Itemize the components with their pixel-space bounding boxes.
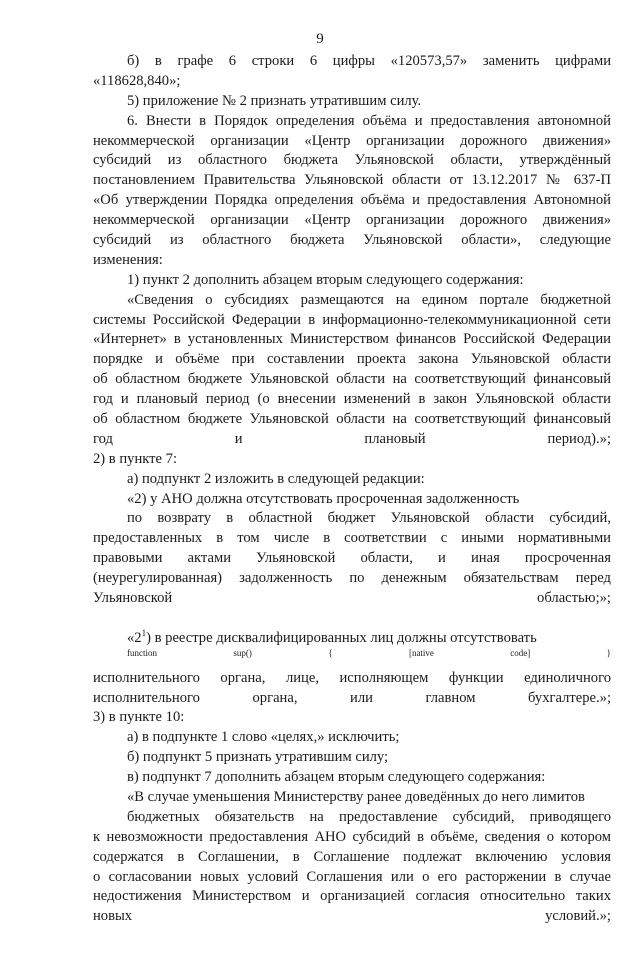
text-line: б) в графе 6 строки 6 цифры «120573,57» заменить цифрами <box>127 53 611 69</box>
text-line: 1) пункт 2 дополнить абзацем вторым следующего содержания: <box>127 271 524 288</box>
text-line: системы Российской Федерации в информационно-телекоммуникационной сети <box>93 311 611 328</box>
text-line: (неурегулированная) задолженность по денежным обязательствам перед <box>93 570 611 587</box>
text-line: «118628,840»; <box>93 72 181 89</box>
text-line <box>93 609 611 629</box>
text-line: б) подпункт 5 признать утратившим силу; <box>127 749 389 766</box>
text-line: год и плановый период (о внесении изменений в закон Ульяновской области <box>93 391 611 408</box>
text-line: предоставленных в том числе в соответствии с иными нормативными <box>93 530 611 547</box>
text-line <box>93 927 611 947</box>
text-line: function sup() { [native code] } <box>127 647 611 658</box>
text-line <box>93 947 611 967</box>
text-line: субсидий из областного бюджета Ульяновской области», следующие <box>93 232 611 249</box>
text-line: об областном бюджете Ульяновской области на соответствующий финансовый <box>93 371 611 388</box>
text-line: год и плановый период).»; <box>93 430 611 447</box>
text-line: 2) в пункте 7: <box>93 450 178 467</box>
text-line: а) подпункт 2 изложить в следующей редакции: <box>127 470 425 487</box>
text-line: Ульяновской областью;»; <box>93 590 611 607</box>
text-line: правовыми актами Ульяновской области, и иная просроченная <box>93 550 611 567</box>
text-line: «В случае уменьшения Министерству ранее доведённых до него лимитов <box>127 788 585 805</box>
page-number: 9 <box>316 31 324 47</box>
text-line: об областном бюджете Ульяновской области на соответствующий финансовый <box>93 411 611 428</box>
text-line: недостижения Министерством и организацией согласия относительно таких <box>93 888 611 905</box>
text-line: некоммерческой организации «Центр организации дорожного движения» <box>93 132 611 149</box>
text-line: в) подпункт 7 дополнить абзацем вторым следующего содержания: <box>127 769 546 786</box>
text-line: изменения: <box>93 251 163 268</box>
text-line: 6. Внести в Порядок определения объёма и предоставления автономной <box>127 112 611 129</box>
text-line: 5) приложение № 2 признать утратившим силу. <box>127 92 422 109</box>
text-line: исполнительного органа, лице, исполняющем функции единоличного <box>93 669 611 686</box>
text-line: по возврату в областной бюджет Ульяновской области субсидий, <box>127 510 611 527</box>
text-line: о согласовании новых условий Соглашения или о его расторжении в случае <box>93 868 611 885</box>
text-line: «Интернет» в установленных Министерством финансов Российской Федерации <box>93 331 611 348</box>
amendment-text <box>93 52 611 967</box>
text-line: «2) у АНО должна отсутствовать просроченная задолженность <box>127 490 520 507</box>
text-line: бюджетных обязательств на предоставление субсидий, приводящего <box>127 808 611 825</box>
text-line: «Сведения о субсидиях размещаются на едином портале бюджетной <box>127 291 611 308</box>
text-line: «$2^1$) в реестре дисквалифицированных лиц должны отсутствовать <box>127 627 537 646</box>
text-line: содержатся в Соглашении, в Соглашение подлежат включению условия <box>93 848 611 865</box>
text-line: порядке и объёме при составлении проекта закона Ульяновской области <box>93 351 611 368</box>
text-line: к невозможности предоставления АНО субсидий в объёме, сведения о котором <box>93 828 611 845</box>
text-line: 3) в пункте 10: <box>93 709 185 726</box>
text-line: постановлением Правительства Ульяновской области от 13.12.2017 № 637-П <box>93 172 611 189</box>
text-line: субсидий из областного бюджета Ульяновской области, утверждённый <box>93 152 611 169</box>
text-line: некоммерческой организации «Центр организации дорожного движения» <box>93 212 611 229</box>
text-line: новых условий.»; <box>93 908 611 925</box>
text-line: исполнительного органа, или главном бухгалтере.»; <box>93 689 611 706</box>
text-line: «Об утверждении Порядка определения объёма и предоставления Автономной <box>93 192 611 209</box>
text-line: а) в подпункте 1 слово «целях,» исключить; <box>127 729 400 746</box>
